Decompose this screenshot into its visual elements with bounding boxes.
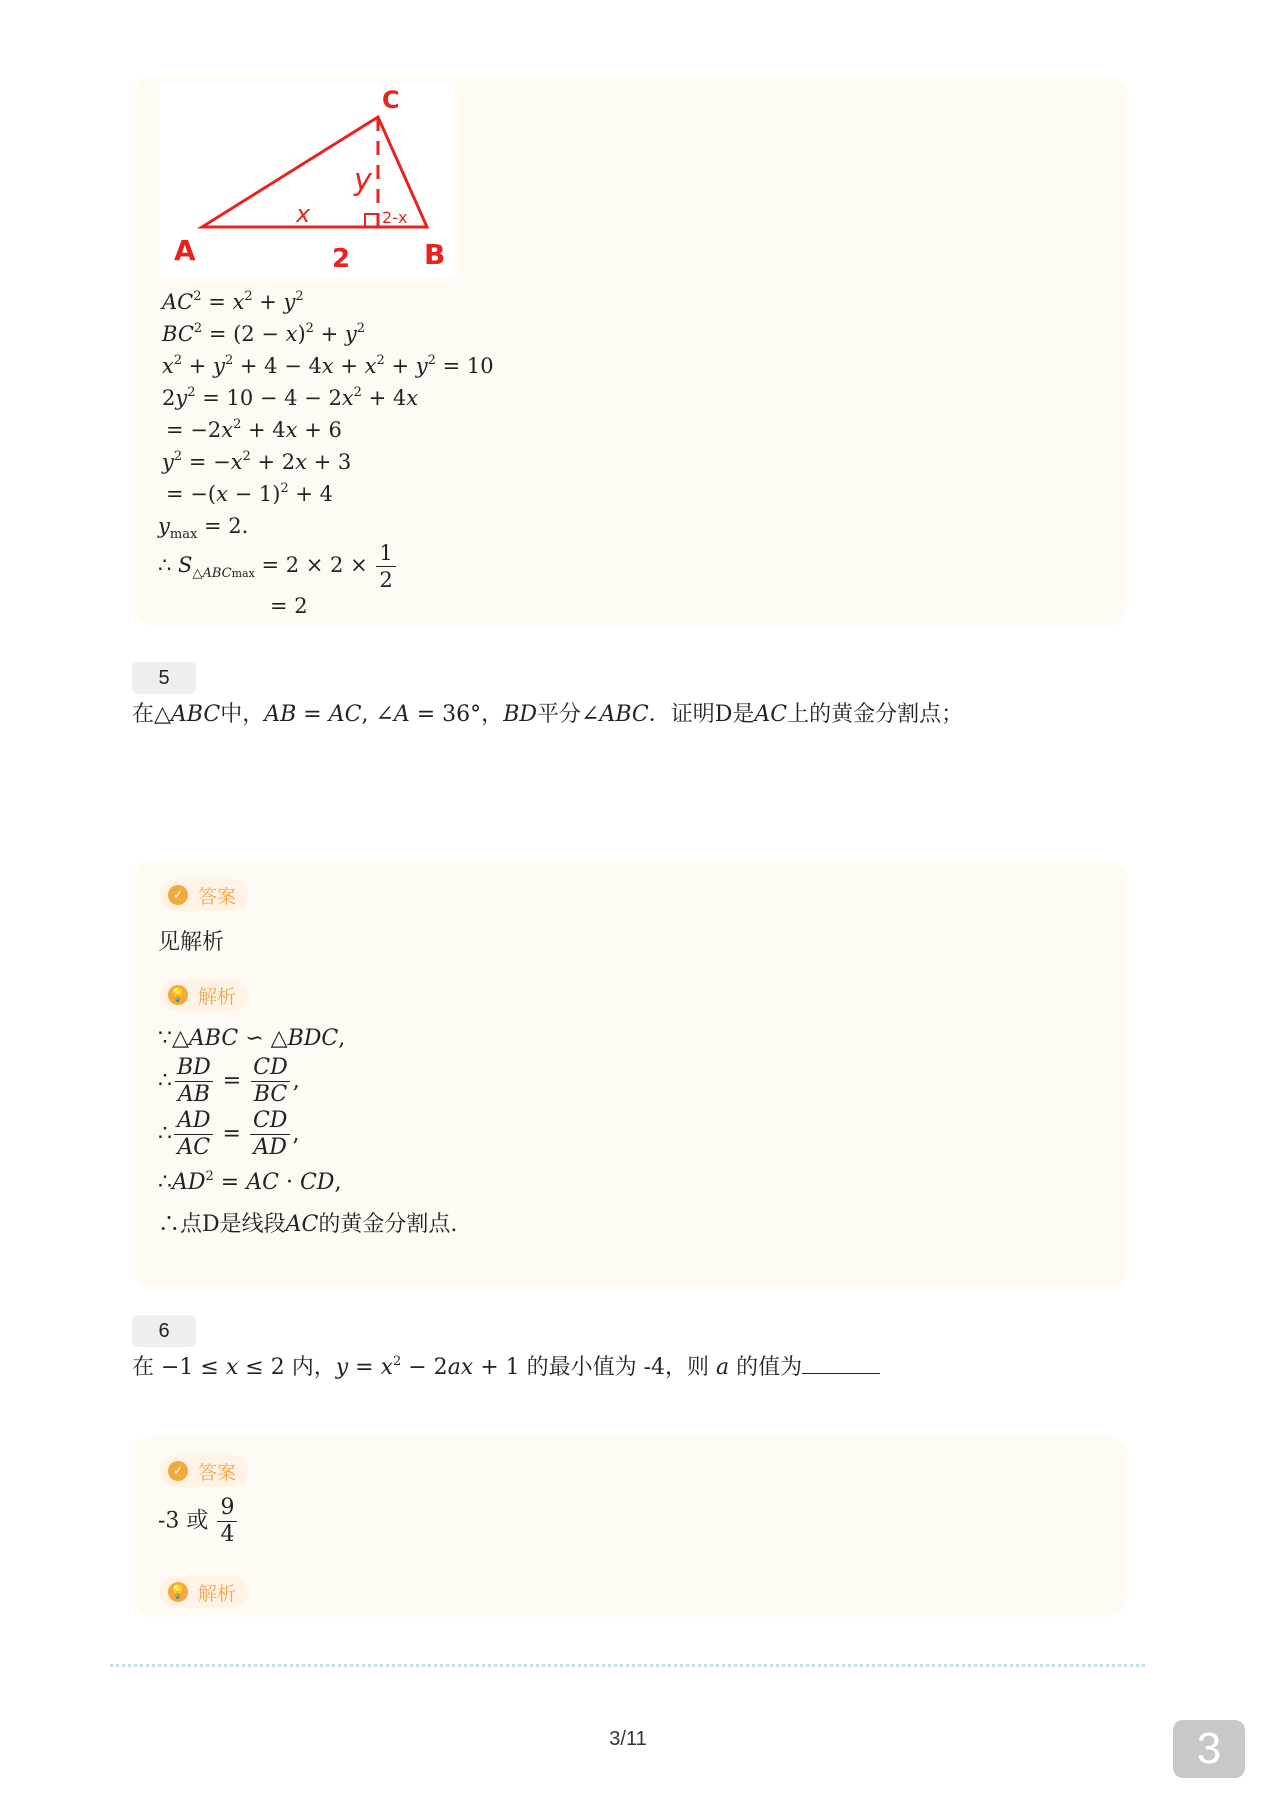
sol4-line-5: = $-2x^2 + 4x + 6$ xyxy=(166,417,342,442)
check-icon: ✓ xyxy=(168,1461,188,1481)
answer-label: 答案 xyxy=(198,885,237,908)
label-base: 2 xyxy=(332,244,351,274)
analysis-q5-line-1: ∵△ABC ∽ △BDC, xyxy=(158,1026,346,1051)
answer-numerator: 9 xyxy=(220,1495,235,1520)
answer-denominator: 4 xyxy=(217,1521,237,1548)
sol4-line-1: $AC^2 = x^2 + y^2$ xyxy=(162,289,304,314)
analysis-q5-line-4: $\therefore AD^2$ = AC · CD, xyxy=(158,1169,342,1195)
answer-label: 答案 xyxy=(198,1461,237,1484)
answer-tag-q5 xyxy=(160,879,248,911)
question-number-5: 5 xyxy=(132,662,196,694)
analysis-q5-line-5: ∴点D是线段AC的黄金分割点. xyxy=(158,1212,458,1237)
analysis-tag-q6 xyxy=(160,1576,248,1608)
sol4-line-10: = 2 xyxy=(270,594,308,618)
analysis-label: 解析 xyxy=(198,985,237,1008)
sol4-line-6: $y^2 = -x^2 + 2x + 3$ xyxy=(162,449,352,474)
analysis-q5-line-3: ∴ $\frac{AD}{AC}$ = $\frac{CD}{AD}$ , xyxy=(158,1108,300,1160)
sol4-line-3: $x^2 + y^2 + 4 - 4x + x^2 + y^2 = 10$ xyxy=(162,353,494,378)
lightbulb-icon: 💡 xyxy=(168,985,188,1005)
sol4-line-2: $BC^2 = (2 - x)^2 + y^2$ xyxy=(162,321,366,346)
analysis-q5-line-2: ∴ $\frac{BD}{AB}$ = $\frac{CD}{BC}$ , xyxy=(158,1055,300,1107)
page-badge[interactable]: 3 xyxy=(1173,1720,1245,1778)
answer-text-q6 xyxy=(158,1495,239,1548)
label-c: C xyxy=(382,86,400,114)
sol4-line-9: ∴ $S_{\triangle ABCmax} = 2 \times 2$ × $\frac{1}{2}$ xyxy=(158,540,398,593)
answer-tag-q6 xyxy=(160,1455,248,1487)
triangle-diagram xyxy=(160,82,455,277)
answer-card-q6 xyxy=(132,1435,1128,1617)
check-icon: ✓ xyxy=(168,885,188,905)
analysis-tag-q5 xyxy=(160,979,248,1011)
answer-text-q5: 见解析 xyxy=(158,930,225,955)
label-a: A xyxy=(174,234,196,267)
question-5-text: 在△ABC中，AB = AC, ∠A = 36°，BD平分∠ABC．证明D是AC上的黄金分割点； xyxy=(132,702,964,727)
question-6-text: 在 −1 ≤ x ≤ 2 内，$y = x^2 - 2ax + 1$ 的最小值为 -4，则 a 的值为 xyxy=(132,1350,880,1381)
label-2-x: 2-x xyxy=(382,208,408,227)
page-number: 3/11 xyxy=(609,1728,647,1750)
label-b: B xyxy=(424,238,446,271)
lightbulb-icon: 💡 xyxy=(168,1582,188,1602)
answer-prefix: -3 或 xyxy=(158,1508,209,1534)
answer-blank xyxy=(802,1355,880,1374)
sol4-line-8: $y_{max} = 2$. xyxy=(158,514,249,542)
sol4-line-4: $2y^2 = 10 - 4 - 2x^2 + 4x$ xyxy=(162,385,419,410)
page-divider xyxy=(110,1664,1145,1667)
analysis-label: 解析 xyxy=(198,1582,237,1605)
label-x: x xyxy=(296,200,311,228)
question-number-6: 6 xyxy=(132,1315,196,1347)
label-y: y xyxy=(354,163,372,198)
sol4-line-7: = $-(x - 1)^2 + 4$ xyxy=(166,481,333,506)
